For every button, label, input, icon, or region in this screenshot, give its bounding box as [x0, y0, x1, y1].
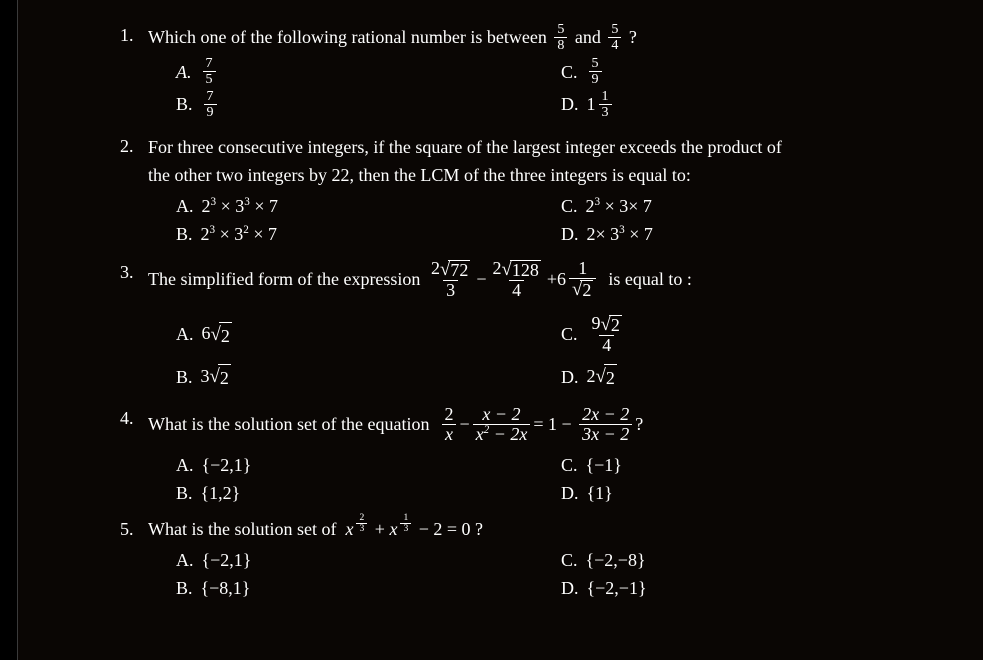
fraction-denominator: 3 — [400, 523, 411, 534]
fraction-denominator: 3 — [599, 104, 612, 120]
question-3-term-3-coef: 6 — [557, 269, 566, 290]
question-5-tail: − 2 = 0 ? — [414, 518, 484, 539]
option-d[interactable] — [561, 363, 970, 391]
fraction-numerator: 7 — [206, 87, 214, 104]
question-5-variable-2: x — [389, 518, 398, 539]
question-4-stem-pre: What is the solution set of the equation — [148, 413, 439, 434]
question-3-stem-post: is equal to : — [599, 269, 692, 290]
fraction-denominator — [569, 278, 596, 300]
question-5-stem-pre: What is the solution set of — [148, 518, 346, 539]
option-a-text: {−2,1} — [201, 549, 252, 570]
question-4 — [120, 405, 970, 508]
option-c-label: C. — [561, 324, 578, 345]
question-5-stem — [148, 511, 970, 543]
question-5-plus: + — [370, 518, 390, 539]
question-3-number: 3. — [120, 262, 134, 283]
option-b-label: B. — [176, 224, 193, 245]
option-c[interactable] — [561, 452, 970, 478]
option-row — [148, 452, 970, 478]
question-4-number: 4. — [120, 407, 134, 428]
question-1-stem-mid: and — [570, 26, 606, 47]
fraction-denominator: 8 — [554, 37, 567, 53]
question-2-options — [148, 193, 970, 247]
option-a[interactable] — [148, 547, 561, 573]
question-5-number: 5. — [120, 518, 134, 539]
question-4-fraction-3 — [579, 405, 632, 444]
option-d-fraction — [599, 89, 612, 119]
option-c[interactable] — [561, 193, 970, 219]
option-a[interactable] — [148, 320, 561, 348]
option-row — [148, 56, 970, 86]
option-a[interactable] — [148, 56, 561, 86]
option-c[interactable] — [561, 547, 970, 573]
option-b-text: {1,2} — [200, 482, 241, 503]
question-3-stem — [148, 259, 970, 300]
page-left-margin — [0, 0, 17, 660]
option-c-label: C. — [561, 196, 578, 217]
option-d-whole: 1 — [586, 94, 596, 115]
fraction-numerator: 2 — [444, 403, 454, 424]
questions-container — [120, 22, 970, 605]
question-3-options — [148, 314, 970, 397]
option-c[interactable] — [561, 56, 970, 86]
question-4-options — [148, 452, 970, 506]
option-a-label: A. — [176, 454, 194, 475]
question-4-fraction-2 — [473, 405, 531, 444]
option-d-expression: 2 √ 2 — [587, 363, 617, 391]
question-1-number: 1. — [120, 25, 134, 45]
fraction-denominator: $x^2 - 2x$ — [473, 424, 531, 444]
option-a-text: {−2,1} — [201, 454, 252, 475]
question-3-term-2 — [489, 259, 543, 300]
option-b-fraction — [204, 89, 217, 119]
option-b-text: {−8,1} — [200, 577, 251, 598]
question-2-stem-line-2: the other two integers by 22, then the LCM of the three integers is equal to: — [148, 165, 691, 186]
question-5-options — [148, 547, 970, 601]
question-5 — [120, 511, 970, 603]
option-b-label: B. — [176, 94, 193, 115]
option-b-label: B. — [176, 577, 193, 598]
fraction-numerator: x − 2 — [482, 403, 521, 424]
fraction-denominator: 3x − 2 — [579, 424, 632, 444]
question-5-exponent-1 — [356, 513, 367, 534]
option-d-label: D. — [561, 224, 579, 245]
fraction-denominator: 3 — [443, 280, 458, 300]
question-1-stem-pre: Which one of the following rational number is between — [148, 26, 552, 47]
sqrt-icon: √ 2 — [211, 322, 232, 349]
option-b[interactable] — [148, 221, 561, 247]
option-a-label: A. — [176, 61, 192, 82]
option-d[interactable] — [561, 221, 970, 247]
fraction-numerator: 5 — [611, 21, 619, 37]
fraction-numerator: 9 √ 2 — [591, 313, 620, 336]
fraction-numerator: 1 — [403, 511, 409, 523]
option-d-text: {−2,−1} — [586, 577, 647, 598]
option-a[interactable] — [148, 452, 561, 478]
option-row — [148, 193, 970, 219]
option-row — [148, 575, 970, 601]
option-a-expression: 6 √ 2 — [202, 320, 232, 348]
question-3-stem-pre: The simplified form of the expression — [148, 269, 425, 290]
question-1-stem-post: ? — [624, 26, 637, 47]
option-d-text: {1} — [586, 482, 613, 503]
sqrt-icon: √ 2 — [600, 314, 620, 336]
fraction-numerator: 2 — [359, 511, 365, 523]
question-2-number: 2. — [120, 136, 134, 157]
option-a-label: A. — [176, 196, 194, 217]
fraction-denominator: 4 — [599, 335, 614, 355]
fraction-denominator: 5 — [203, 71, 216, 87]
option-a-label: A. — [176, 324, 194, 345]
question-1-body — [148, 22, 970, 121]
question-4-equals: = 1 − — [533, 413, 577, 434]
option-c-text: {−1} — [585, 454, 622, 475]
fraction-numerator: 5 — [557, 21, 565, 37]
option-c-label: C. — [561, 454, 578, 475]
option-row — [148, 480, 970, 506]
question-2-body — [148, 133, 970, 249]
margin-rule-line — [17, 0, 18, 660]
question-4-stem — [148, 405, 970, 444]
option-d-label: D. — [561, 366, 579, 387]
option-row — [148, 314, 970, 355]
question-3 — [120, 259, 970, 398]
fraction-denominator: 3 — [356, 523, 367, 534]
question-4-operator-1: − — [459, 413, 470, 434]
question-1 — [120, 22, 970, 121]
option-b[interactable] — [148, 575, 561, 601]
option-a-fraction — [203, 56, 216, 86]
option-a-expression: $2^3 \times 3^3 \times 7$ — [201, 196, 278, 217]
option-row — [148, 357, 970, 397]
question-5-variable-1: x — [345, 518, 354, 539]
fraction-numerator: 2 √ 72 — [430, 258, 469, 281]
question-2 — [120, 133, 970, 249]
question-3-term-3 — [569, 259, 596, 300]
option-c[interactable] — [561, 314, 970, 355]
option-b-label: B. — [176, 482, 193, 503]
option-b[interactable] — [148, 89, 561, 119]
option-d[interactable] — [561, 575, 970, 601]
question-1-fraction-2 — [608, 22, 621, 52]
option-row — [148, 221, 970, 247]
option-row — [148, 547, 970, 573]
option-b-expression: 3 √ 2 — [201, 363, 231, 391]
fraction-numerator: 5 — [591, 55, 599, 72]
option-d-label: D. — [561, 482, 579, 503]
question-3-term-1 — [428, 259, 473, 300]
sqrt-icon: √ 2 — [596, 364, 617, 391]
question-3-body — [148, 259, 970, 398]
option-d[interactable] — [561, 89, 970, 119]
option-a[interactable] — [148, 193, 561, 219]
option-d[interactable] — [561, 480, 970, 506]
fraction-numerator: 1 — [578, 258, 588, 279]
option-d-expression: $2\times 3^3 \times 7$ — [586, 224, 653, 245]
question-4-stem-post: ? — [635, 413, 644, 434]
option-c-text: {−2,−8} — [585, 549, 646, 570]
question-4-body — [148, 405, 970, 508]
fraction-denominator: 4 — [509, 280, 524, 300]
option-b-expression: $2^3 \times 3^2 \times 7$ — [200, 224, 277, 245]
option-c-label: C. — [561, 549, 578, 570]
fraction-numerator: 2 √ 128 — [492, 258, 539, 281]
fraction-numerator: 1 — [601, 87, 609, 104]
sqrt-icon: √ 128 — [501, 259, 539, 281]
question-2-stem-line-1: For three consecutive integers, if the square of the largest integer exceeds the product of — [148, 137, 782, 158]
fraction-denominator: 9 — [589, 71, 602, 87]
question-4-fraction-1 — [441, 405, 456, 444]
fraction-denominator: x — [442, 424, 456, 444]
option-b[interactable] — [148, 363, 561, 391]
option-b[interactable] — [148, 480, 561, 506]
option-row — [148, 89, 970, 119]
option-c-expression: $2^3 \times 3\times 7$ — [585, 196, 652, 217]
option-c-fraction — [589, 314, 625, 355]
fraction-numerator: 2x − 2 — [582, 403, 630, 424]
question-1-fraction-1 — [554, 22, 567, 52]
option-d-label: D. — [561, 94, 579, 115]
question-1-stem — [148, 22, 970, 52]
option-c-fraction — [589, 56, 602, 86]
sqrt-icon: √ 2 — [210, 364, 231, 391]
question-3-operator-2: + — [546, 269, 557, 290]
option-d-label: D. — [561, 577, 579, 598]
sqrt-icon: √ 2 — [572, 279, 592, 301]
fraction-denominator: 4 — [608, 37, 621, 53]
fraction-numerator: 7 — [205, 55, 213, 72]
option-b-label: B. — [176, 366, 193, 387]
sqrt-icon: √ 72 — [439, 259, 469, 281]
fraction-denominator: 9 — [204, 104, 217, 120]
option-c-label: C. — [561, 61, 578, 82]
question-5-body — [148, 511, 970, 603]
question-1-options — [148, 56, 970, 119]
option-a-label: A. — [176, 549, 194, 570]
question-3-operator-1: − — [476, 269, 487, 290]
question-5-exponent-2 — [400, 513, 411, 534]
